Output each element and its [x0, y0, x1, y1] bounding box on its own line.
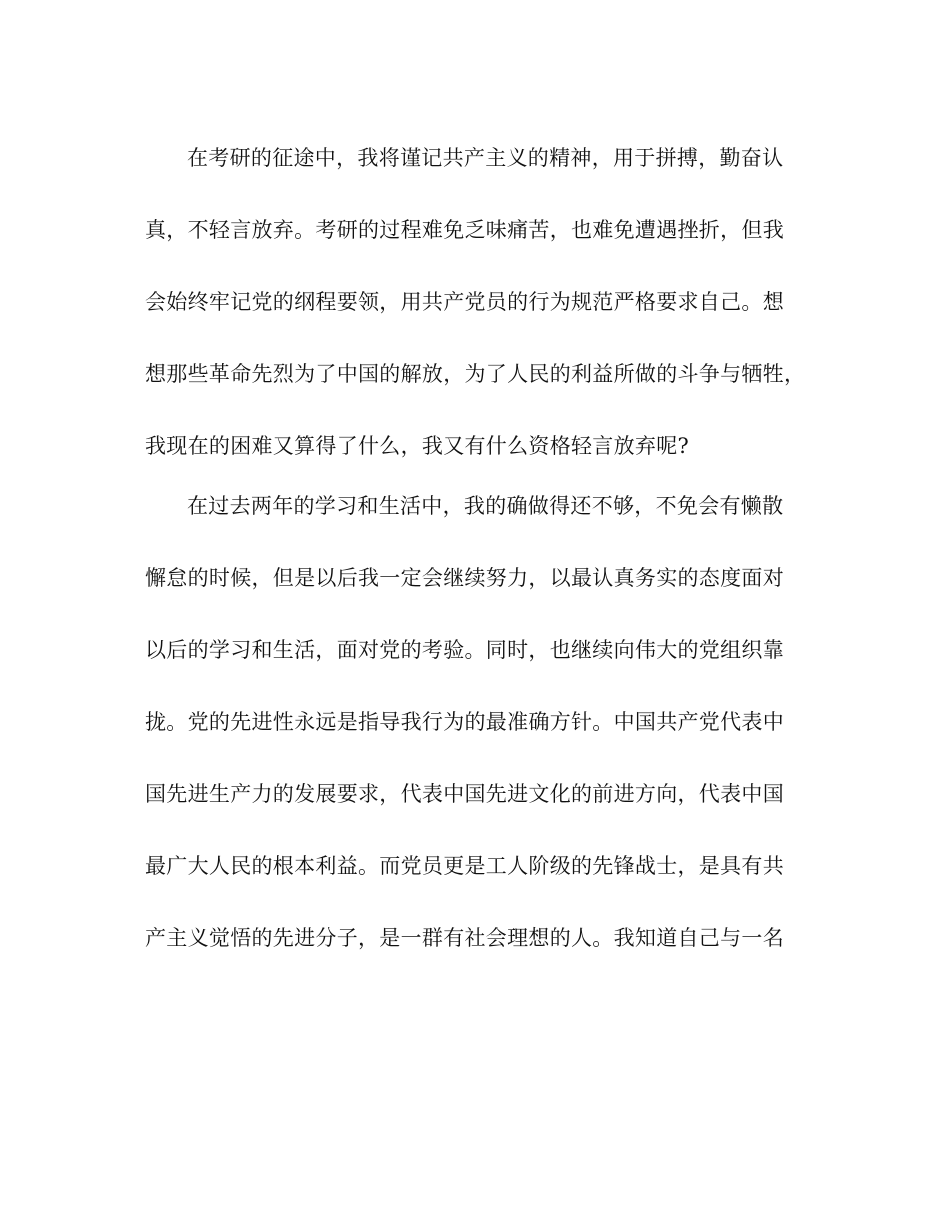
paragraph-1-line-2: 真，不轻言放弃。考研的过程难免乏味痛苦，也难免遭遇挫折，但我 [145, 218, 784, 242]
paragraph-2-line-6: 最广大人民的根本利益。而党员更是工人阶级的先锋战士，是具有共 [145, 854, 784, 878]
paragraph-2-line-5: 国先进生产力的发展要求，代表中国先进文化的前进方向，代表中国 [145, 782, 784, 806]
paragraph-2-line-4: 拢。党的先进性永远是指导我行为的最准确方针。中国共产党代表中 [145, 710, 784, 734]
paragraph-1-line-4: 想那些革命先烈为了中国的解放，为了人民的利益所做的斗争与牺牲， [145, 362, 806, 386]
paragraph-2-line-2: 懈怠的时候，但是以后我一定会继续努力，以最认真务实的态度面对 [145, 566, 784, 590]
paragraph-1-line-3: 会始终牢记党的纲程要领，用共产党员的行为规范严格要求自己。想 [145, 290, 784, 314]
paragraph-2-line-3: 以后的学习和生活，面对党的考验。同时，也继续向伟大的党组织靠 [145, 638, 784, 662]
paragraph-2-line-7: 产主义觉悟的先进分子，是一群有社会理想的人。我知道自己与一名 [145, 926, 784, 950]
paragraph-1-line-5: 我现在的困难又算得了什么，我又有什么资格轻言放弃呢? [145, 434, 690, 458]
paragraph-1-line-1: 在考研的征途中，我将谨记共产主义的精神，用于拼搏，勤奋认 [187, 146, 784, 170]
paragraph-2-line-1: 在过去两年的学习和生活中，我的确做得还不够，不免会有懒散 [187, 494, 784, 518]
